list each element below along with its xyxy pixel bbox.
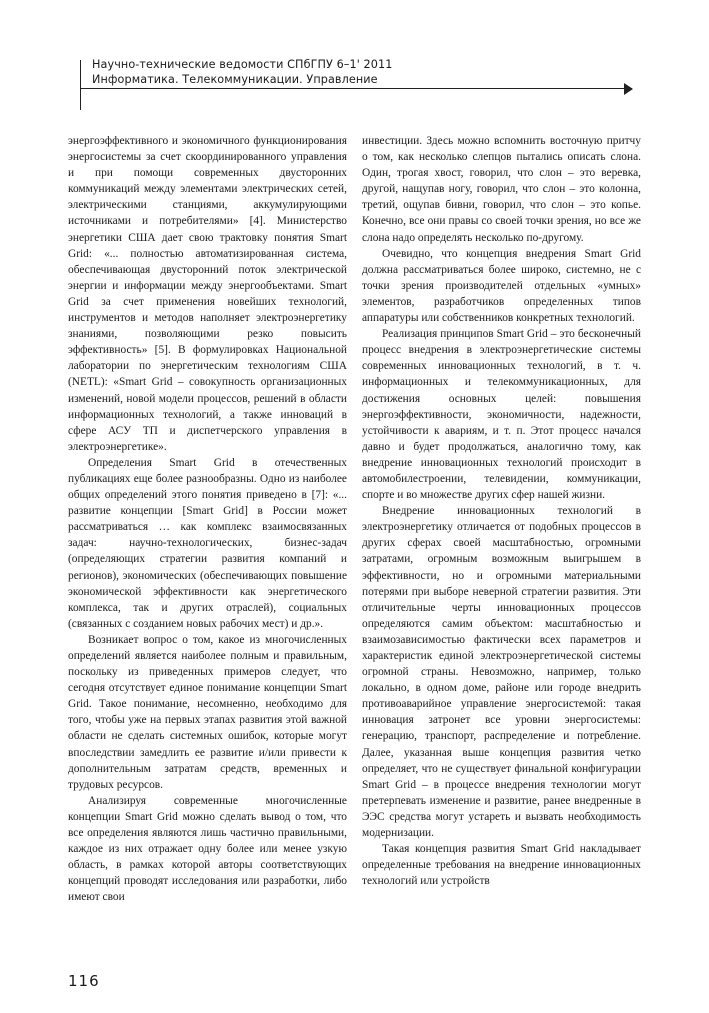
header-horizontal-rule <box>80 88 632 89</box>
paragraph: Реализация принципов Smart Grid – это бесконечный процесс внедрения в электроэнергетические системы современных инновационных технологий, в т. ч. информационных и телекоммуникационных, для достижения основных целей: повышения энергоэффективности, экономичности, надежности, устойчивости к авариям, и т. п. Этот процесс начался давно и будет продолжаться, аналогично тому, как внедрение инновационных технологий происходит в автомобилестроении, телевидении, коммуникации, спорте и во множестве других сфер нашей жизни. <box>362 328 641 502</box>
paragraph: Определения Smart Grid в отечественных публикациях еще более разнообразны. Одно из наиболее общих определений этого понятия приведено в [7]: «... развитие концепции [Smart Grid] в России может рассматриваться … как комплекс взаимосвязанных задач: научно-технологических, бизнес-задач (определяющих стратегии развития компаний и регионов), экономических (обеспечивающих повышение экономической эффективности как энергетического комплекса, так и других отраслей), социальных (связанных с созданием новых рабочих мест) и др.». <box>68 456 347 630</box>
journal-title: Научно-технические ведомости СПбГПУ 6–1' 2011 <box>92 58 393 71</box>
journal-section: Информатика. Телекоммуникации. Управление <box>92 73 378 86</box>
paragraph: Возникает вопрос о том, какое из многочисленных определений является наиболее полным и правильным, поскольку из приведенных примеров следует, что сегодня отсутствует единое понимание концепции Smart Grid. Такое понимание, несомненно, необходимо для того, чтобы уже на первых этапах развития этой важной области не сделать системных ошибок, которые могут впоследствии замедлить ее развитие и/или привести к дополнительным затратам средств, временных и трудовых ресурсов. <box>68 633 347 791</box>
paragraph: Очевидно, что концепция внедрения Smart Grid должна рассматриваться более широко, системно, не с точки зрения производителей отдельных «умных» элементов, разработчиков определенных типов аппаратуры или собственников конкретных технологий. <box>362 247 641 325</box>
paragraph: Такая концепция развития Smart Grid накладывает определенные требования на внедрение инновационных технологий или устройств <box>362 843 641 888</box>
paragraph: энергоэффективного и экономичного функционирования энергосистемы за счет скоординированного управления и при помощи современных двусторонних коммуникаций между элементами электрических сетей, электрическими станциями, аккумулирующими источниками и потребителями» [4]. Министерство энергетики США дает свою трактовку понятия Smart Grid: «... полностью автоматизированная система, обеспечивающая двусторонний поток электрической энергии и информации между энергообъектами. Smart Grid за счет применения новейших технологий, инструментов и методов наполняет электроэнергетику знаниями, позволяющими резко повысить эффективность» [5]. В формулировках Национальной лаборатории по энергетическим технологиям США (NETL): «Smart Grid – совокупность организационных изменений, новой модели процессов, решений в области информационных технологий, а также инноваций в сфере АСУ ТП и диспетчерского управления в электроэнергетике». <box>68 135 347 453</box>
arrow-right-icon <box>624 83 633 95</box>
right-column <box>362 133 641 889</box>
page-number: 116 <box>68 972 100 990</box>
paragraph: Анализируя современные многочисленные концепции Smart Grid можно сделать вывод о том, что все определения являются лишь частично правильными, каждое из них отражает одну более или менее узкую область, в рамках которой авторы соответствующих концепций проводят исследования или разработки, либо имеют свои <box>68 794 347 904</box>
paragraph: инвестиции. Здесь можно вспомнить восточную притчу о том, как несколько слепцов пытались описать слона. Один, трогая хвост, говорил, что слон – это веревка, другой, нащупав ногу, говорил, что слон – это колонна, третий, ощупав бивни, говорил, что слон – это копье. Конечно, все они правы со своей точки зрения, но все же слона надо определять несколько по-другому. <box>362 135 641 244</box>
paragraph: Внедрение инновационных технологий в электроэнергетику отличается от подобных процессов в других сферах своей масштабностью, огромными затратами, огромным возможным выигрышем в эффективности, но и огромными материальными потерями при выборе неверной стратегии развития. Эти отличительные черты инновационных процессов определяются самим объектом: масштабностью и взаимозависимостью фактически всех параметров и характеристик единой электроэнергетической системы огромной страны. Невозможно, например, только локально, в одном доме, районе или городе внедрить противоаварийное управление энергосистемой: такая инновация затронет все уровни энергосистемы: генерацию, транспорт, распределение и потребление. Далее, указанная выше концепция развития четко определяет, что не существует финальной конфигурации Smart Grid – в процессе внедрения технологии могут претерпевать изменение и развитие, ранее внедренные в ЭЭС средства могут устареть и вызвать необходимость модернизации. <box>362 505 641 840</box>
left-column <box>68 133 347 906</box>
header-vertical-rule <box>80 60 81 110</box>
running-header <box>68 58 648 98</box>
